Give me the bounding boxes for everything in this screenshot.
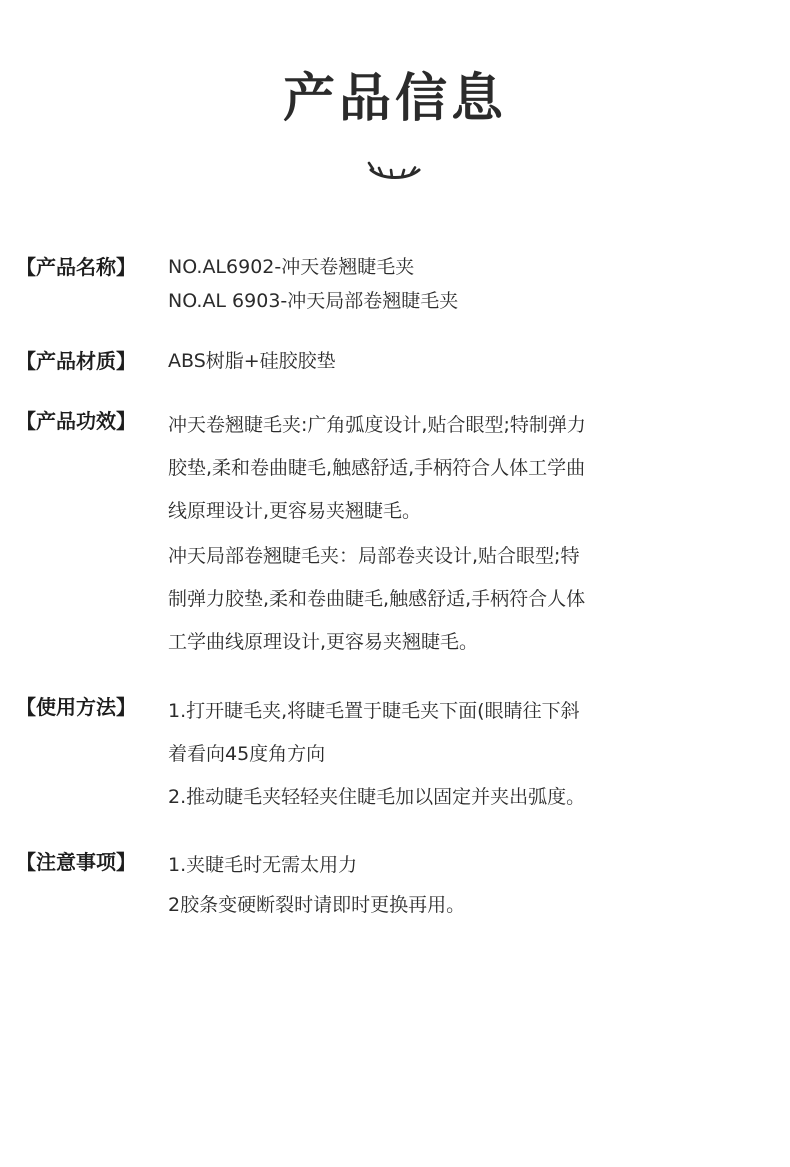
eyelash-icon [365, 156, 425, 190]
spec-label-product-name: 【产品名称】 [16, 255, 136, 280]
spec-row-notes [16, 845, 764, 925]
spec-value-notes [168, 845, 764, 925]
spec-label-efficacy: 【产品功效】 [16, 409, 136, 434]
spec-value-efficacy [168, 404, 764, 664]
notes-line-1: 1.夹睫毛时无需太用力 [168, 854, 358, 877]
efficacy-line-4: 冲天局部卷翘睫毛夹：局部卷夹设计,贴合眼型;特 [168, 545, 580, 568]
spec-row-product-name [16, 250, 764, 318]
spec-label-material: 【产品材质】 [16, 349, 136, 374]
material-line-1: ABS树脂+硅胶胶垫 [168, 350, 336, 373]
spec-value-product-name [168, 250, 764, 318]
spec-value-usage [168, 690, 764, 819]
spec-row-usage [16, 690, 764, 819]
notes-line-2: 2胶条变硬断裂时请即时更换再用。 [168, 894, 466, 917]
product-info-page [0, 68, 790, 1167]
efficacy-line-3: 线原理设计,更容易夹翘睫毛。 [168, 500, 422, 523]
product-name-line-1: NO.AL6902-冲天卷翘睫毛夹 [168, 256, 415, 279]
efficacy-line-6: 工学曲线原理设计,更容易夹翘睫毛。 [168, 631, 479, 654]
efficacy-line-5: 制弹力胶垫,柔和卷曲睫毛,触感舒适,手柄符合人体 [168, 588, 586, 611]
efficacy-line-2: 胶垫,柔和卷曲睫毛,触感舒适,手柄符合人体工学曲 [168, 457, 586, 480]
product-name-line-2: NO.AL 6903-冲天局部卷翘睫毛夹 [168, 290, 459, 313]
spec-row-efficacy [16, 404, 764, 664]
page-title: 产品信息 [282, 69, 507, 129]
spec-list [0, 250, 790, 925]
spec-label-usage: 【使用方法】 [16, 695, 136, 720]
spec-row-material [16, 344, 764, 378]
efficacy-line-1: 冲天卷翘睫毛夹:广角弧度设计,贴合眼型;特制弹力 [168, 414, 586, 437]
spec-value-material [168, 344, 764, 378]
usage-line-1: 1.打开睫毛夹,将睫毛置于睫毛夹下面(眼睛往下斜 [168, 700, 580, 723]
usage-line-2: 着看向45度角方向 [168, 743, 326, 766]
spec-label-notes: 【注意事项】 [16, 850, 136, 875]
usage-line-3: 2.推动睫毛夹轻轻夹住睫毛加以固定并夹出弧度。 [168, 786, 586, 809]
